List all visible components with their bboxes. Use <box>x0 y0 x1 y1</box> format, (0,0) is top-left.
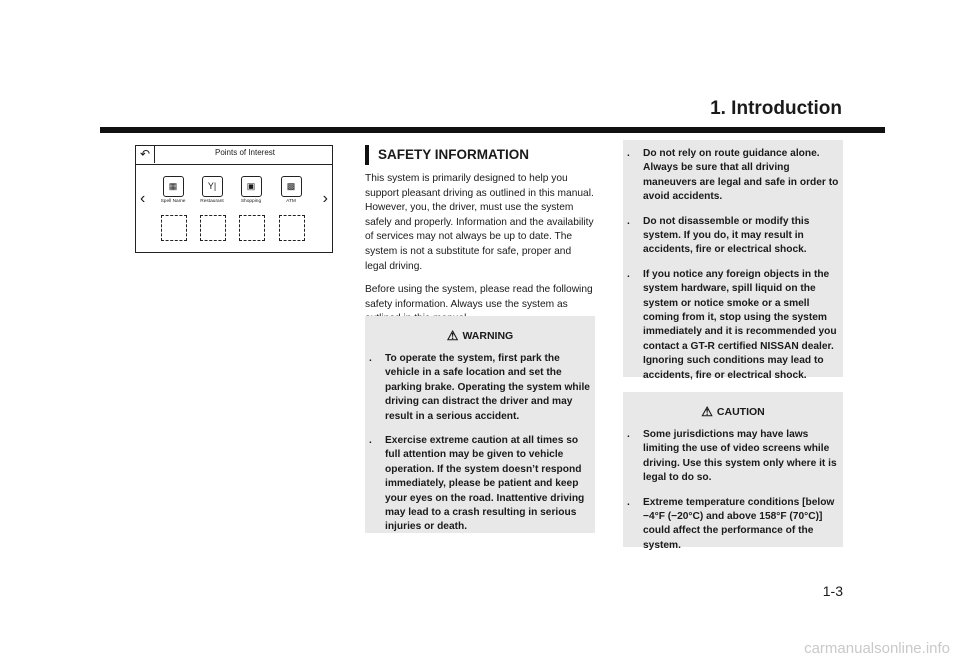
tile-atm <box>273 176 309 204</box>
bullet: . <box>627 215 630 227</box>
warning-text: Exercise extreme caution at all times so full attention may be given to vehicle operation. If the system doesn’t respond immediately, please be patient and keep your eyes on the road. Inattentive driving may lead to a crash resulting in serious injuries or death. <box>385 435 585 533</box>
warning-box <box>365 316 595 533</box>
poi-screen-illustration <box>135 145 333 253</box>
bullet: . <box>369 435 372 447</box>
warning-text: Do not disassemble or modify this system. If you do, it may result in accidents, fire or electrical shock. <box>643 215 810 256</box>
intro-text <box>365 172 595 336</box>
empty-slot <box>279 215 305 241</box>
chapter-title: 1. Introduction <box>710 98 842 119</box>
tile-label: Restaurant <box>200 199 224 204</box>
tile-label: ATM <box>286 199 296 204</box>
bullet: . <box>627 429 630 440</box>
section-title: SAFETY INFORMATION <box>378 147 529 162</box>
warning-title <box>365 328 595 344</box>
warning-item <box>623 215 843 258</box>
watermark: carmanualsonline.info <box>804 640 950 657</box>
header-rule <box>100 127 885 133</box>
atm-icon: ▩ <box>281 176 302 197</box>
heading-bar <box>365 145 369 165</box>
bullet: . <box>627 496 630 508</box>
empty-slot <box>161 215 187 241</box>
bullet: . <box>369 353 372 364</box>
screen-title-bar <box>136 146 332 165</box>
intro-paragraph-2: Before using the system, please read the following safety information. Always use the system as <box>365 284 593 310</box>
tile-shopping <box>233 176 269 204</box>
caution-box <box>623 392 843 551</box>
caution-title <box>623 404 843 420</box>
grid-icon: ▦ <box>163 176 184 197</box>
tile-spell-name <box>155 176 191 204</box>
warning-item <box>365 434 595 535</box>
warning-label: WARNING <box>462 330 514 342</box>
intro-paragraph-1: This system is primarily designed to help you support pleasant driving as outlined in this manual. However, you, the driver, must use the system safely and properly. Information and the availability of services may not always be up to date. The system is not a substitute for safe, proper and legal driving. <box>365 173 594 272</box>
chevron-left-icon: ‹ <box>140 190 146 207</box>
caution-label: CAUTION <box>716 406 765 418</box>
caution-text: Extreme temperature conditions [below −4°F (−20°C) and above 158°F (70°C)] could affect the performance of the system. <box>643 496 835 551</box>
fork-knife-icon: Y| <box>202 176 223 197</box>
page-number: 1-3 <box>822 583 843 599</box>
chevron-right-icon: › <box>322 190 328 207</box>
tile-restaurant <box>194 176 230 204</box>
back-arrow-icon: ↶ <box>136 146 155 163</box>
caution-item <box>623 428 843 486</box>
warning-text: To operate the system, first park the vehicle in a safe location and set the parking brake. Operating the system while driving can distract the driver and may result in a serious accident. <box>385 353 590 422</box>
caution-text: Some jurisdictions may have laws limiting the use of video screens while driving. Use this system only where it is legal to do so. <box>643 429 837 484</box>
screen-title: Points of Interest <box>214 148 276 157</box>
empty-slot <box>239 215 265 241</box>
warning-text: Do not rely on route guidance alone. Always be sure that all driving maneuvers are legal and safe in order to avoid accidents. <box>643 148 839 203</box>
bullet: . <box>627 148 630 159</box>
shopping-icon: ▣ <box>241 176 262 197</box>
tile-label: Spell Name <box>160 199 186 204</box>
tile-label: Shopping <box>240 199 262 204</box>
caution-item <box>623 496 843 554</box>
warning-box-continued <box>623 140 843 381</box>
warning-item <box>365 352 595 424</box>
bullet: . <box>627 268 630 280</box>
warning-triangle-icon: ⚠ <box>701 404 713 419</box>
warning-triangle-icon: ⚠ <box>446 328 459 343</box>
warning-item <box>623 147 843 205</box>
empty-slot <box>200 215 226 241</box>
warning-item <box>623 268 843 383</box>
warning-text: If you notice any foreign objects in the system hardware, spill liquid on the system or notice smoke or a smell coming from it, stop using the system immediately and it is recommended you contact a GT-R certified NISSAN dealer. Ignoring such conditions may lead to accidents, fire or electrical shock. <box>643 268 837 381</box>
